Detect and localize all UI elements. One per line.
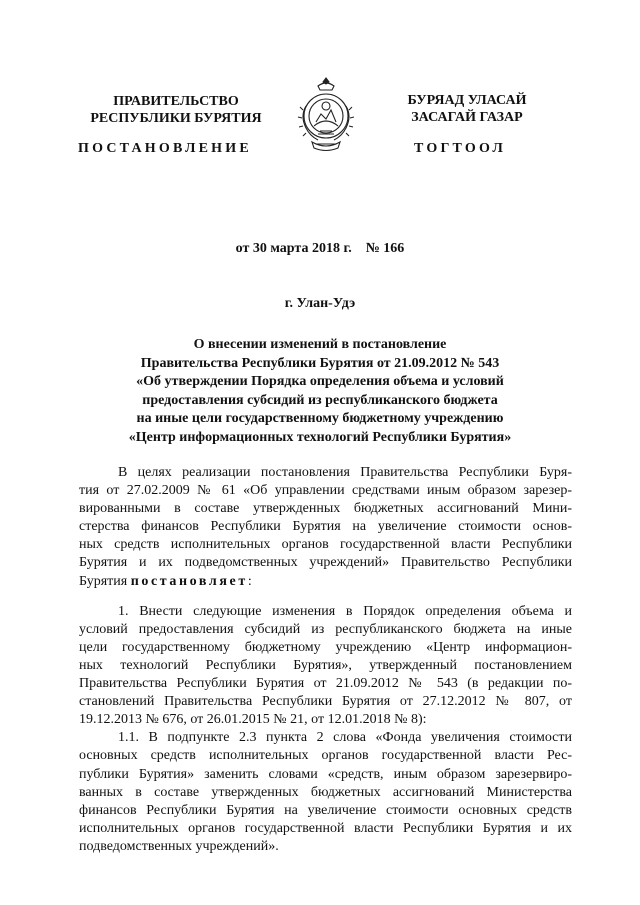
title-line: О внесении изменений в постановление — [193, 337, 447, 352]
title-line: «Об утверждении Порядка определения объема и условий — [136, 374, 504, 390]
resolution-keyword: постановляет — [130, 573, 248, 589]
paragraph-item-1-1 — [79, 729, 572, 856]
body-line: ных средств исполнительных органов государственной власти Республики — [79, 537, 572, 553]
paragraph-preamble — [79, 464, 572, 591]
title-line: на иные цели государственному бюджетному учреждению — [136, 411, 504, 427]
keyword-colon: : — [247, 573, 252, 589]
document-city: г. Улан-Удэ — [284, 296, 356, 311]
body-line: ванных в составе утвержденных бюджетных ассигнований Министерства — [79, 784, 572, 800]
body-line: становлений Правительства Республики Бурятия от 27.12.2012 № 807, от — [79, 694, 572, 710]
header-left-line-2: РЕСПУБЛИКИ БУРЯТИЯ — [90, 111, 262, 126]
header-right-line-2: ЗАСАГАЙ ГАЗАР — [411, 110, 523, 125]
document-type-ru: ПОСТАНОВЛЕНИЕ — [78, 141, 252, 156]
header-left-authority — [78, 93, 274, 127]
body-line: финансов Республики Бурятия на увеличение стоимости основных средств — [79, 802, 572, 818]
body-line: условий предоставления субсидий из республиканского бюджета на иные — [79, 621, 572, 637]
document-date: от 30 марта 2018 г. — [235, 241, 352, 256]
body-line: исполнительных органов государственной власти Республики Бурятия и их — [79, 820, 572, 836]
document-date-line — [0, 241, 640, 257]
body-line: подведомственных учреждений». — [79, 838, 279, 854]
body-line: основных средств исполнительных органов государственной власти Рес- — [79, 748, 572, 764]
document-body — [79, 464, 572, 856]
title-line: предоставления субсидий из республиканского бюджета — [142, 392, 498, 408]
title-line: Правительства Республики Бурятия от 21.09.2012 № 543 — [140, 355, 500, 371]
title-line: «Центр информационных технологий Республики Бурятия» — [128, 429, 512, 445]
header-right-line-1: БУРЯАД УЛАСАЙ — [407, 93, 527, 108]
body-line — [79, 573, 572, 591]
preamble-subject: Бурятия — [79, 573, 128, 589]
body-line: Бурятия и их подведомственных учреждений» Правительство Республики — [79, 555, 572, 571]
coat-of-arms-icon — [294, 76, 358, 156]
body-line: публики Бурятия» заменить словами «средств, иным образом зарезервиро- — [79, 766, 572, 782]
document-title — [60, 336, 580, 448]
document-number: № 166 — [365, 241, 405, 256]
body-line: стерства финансов Республики Бурятия на увеличение стоимости основ- — [79, 519, 572, 535]
document-type-bua: ТОГТООЛ — [414, 141, 507, 156]
body-line: ных технологий Республики Бурятия», утвержденный постановлением — [79, 657, 572, 673]
paragraph-item-1 — [79, 603, 572, 730]
body-line: цели государственному бюджетному учреждению «Центр информацион- — [79, 639, 572, 655]
header-right-authority — [377, 92, 557, 126]
body-line: вированными в составе утвержденных бюджетных ассигнований Мини- — [79, 501, 572, 517]
body-line: тия от 27.02.2009 № 61 «Об управлении средствами иным образом зарезер- — [79, 483, 572, 499]
body-line: В целях реализации постановления Правительства Республики Буря- — [118, 465, 572, 480]
body-line: 19.12.2013 № 676, от 26.01.2015 № 21, от 12.01.2018 № 8): — [79, 712, 427, 728]
header-left-line-1: ПРАВИТЕЛЬСТВО — [113, 94, 239, 109]
body-line: 1.1. В подпункте 2.3 пункта 2 слова «Фонда увеличения стоимости — [118, 730, 572, 746]
body-line: 1. Внести следующие изменения в Порядок определения объема и — [118, 603, 572, 619]
body-line: Правительства Республики Бурятия от 21.09.2012 № 543 (в редакции по- — [79, 676, 572, 692]
